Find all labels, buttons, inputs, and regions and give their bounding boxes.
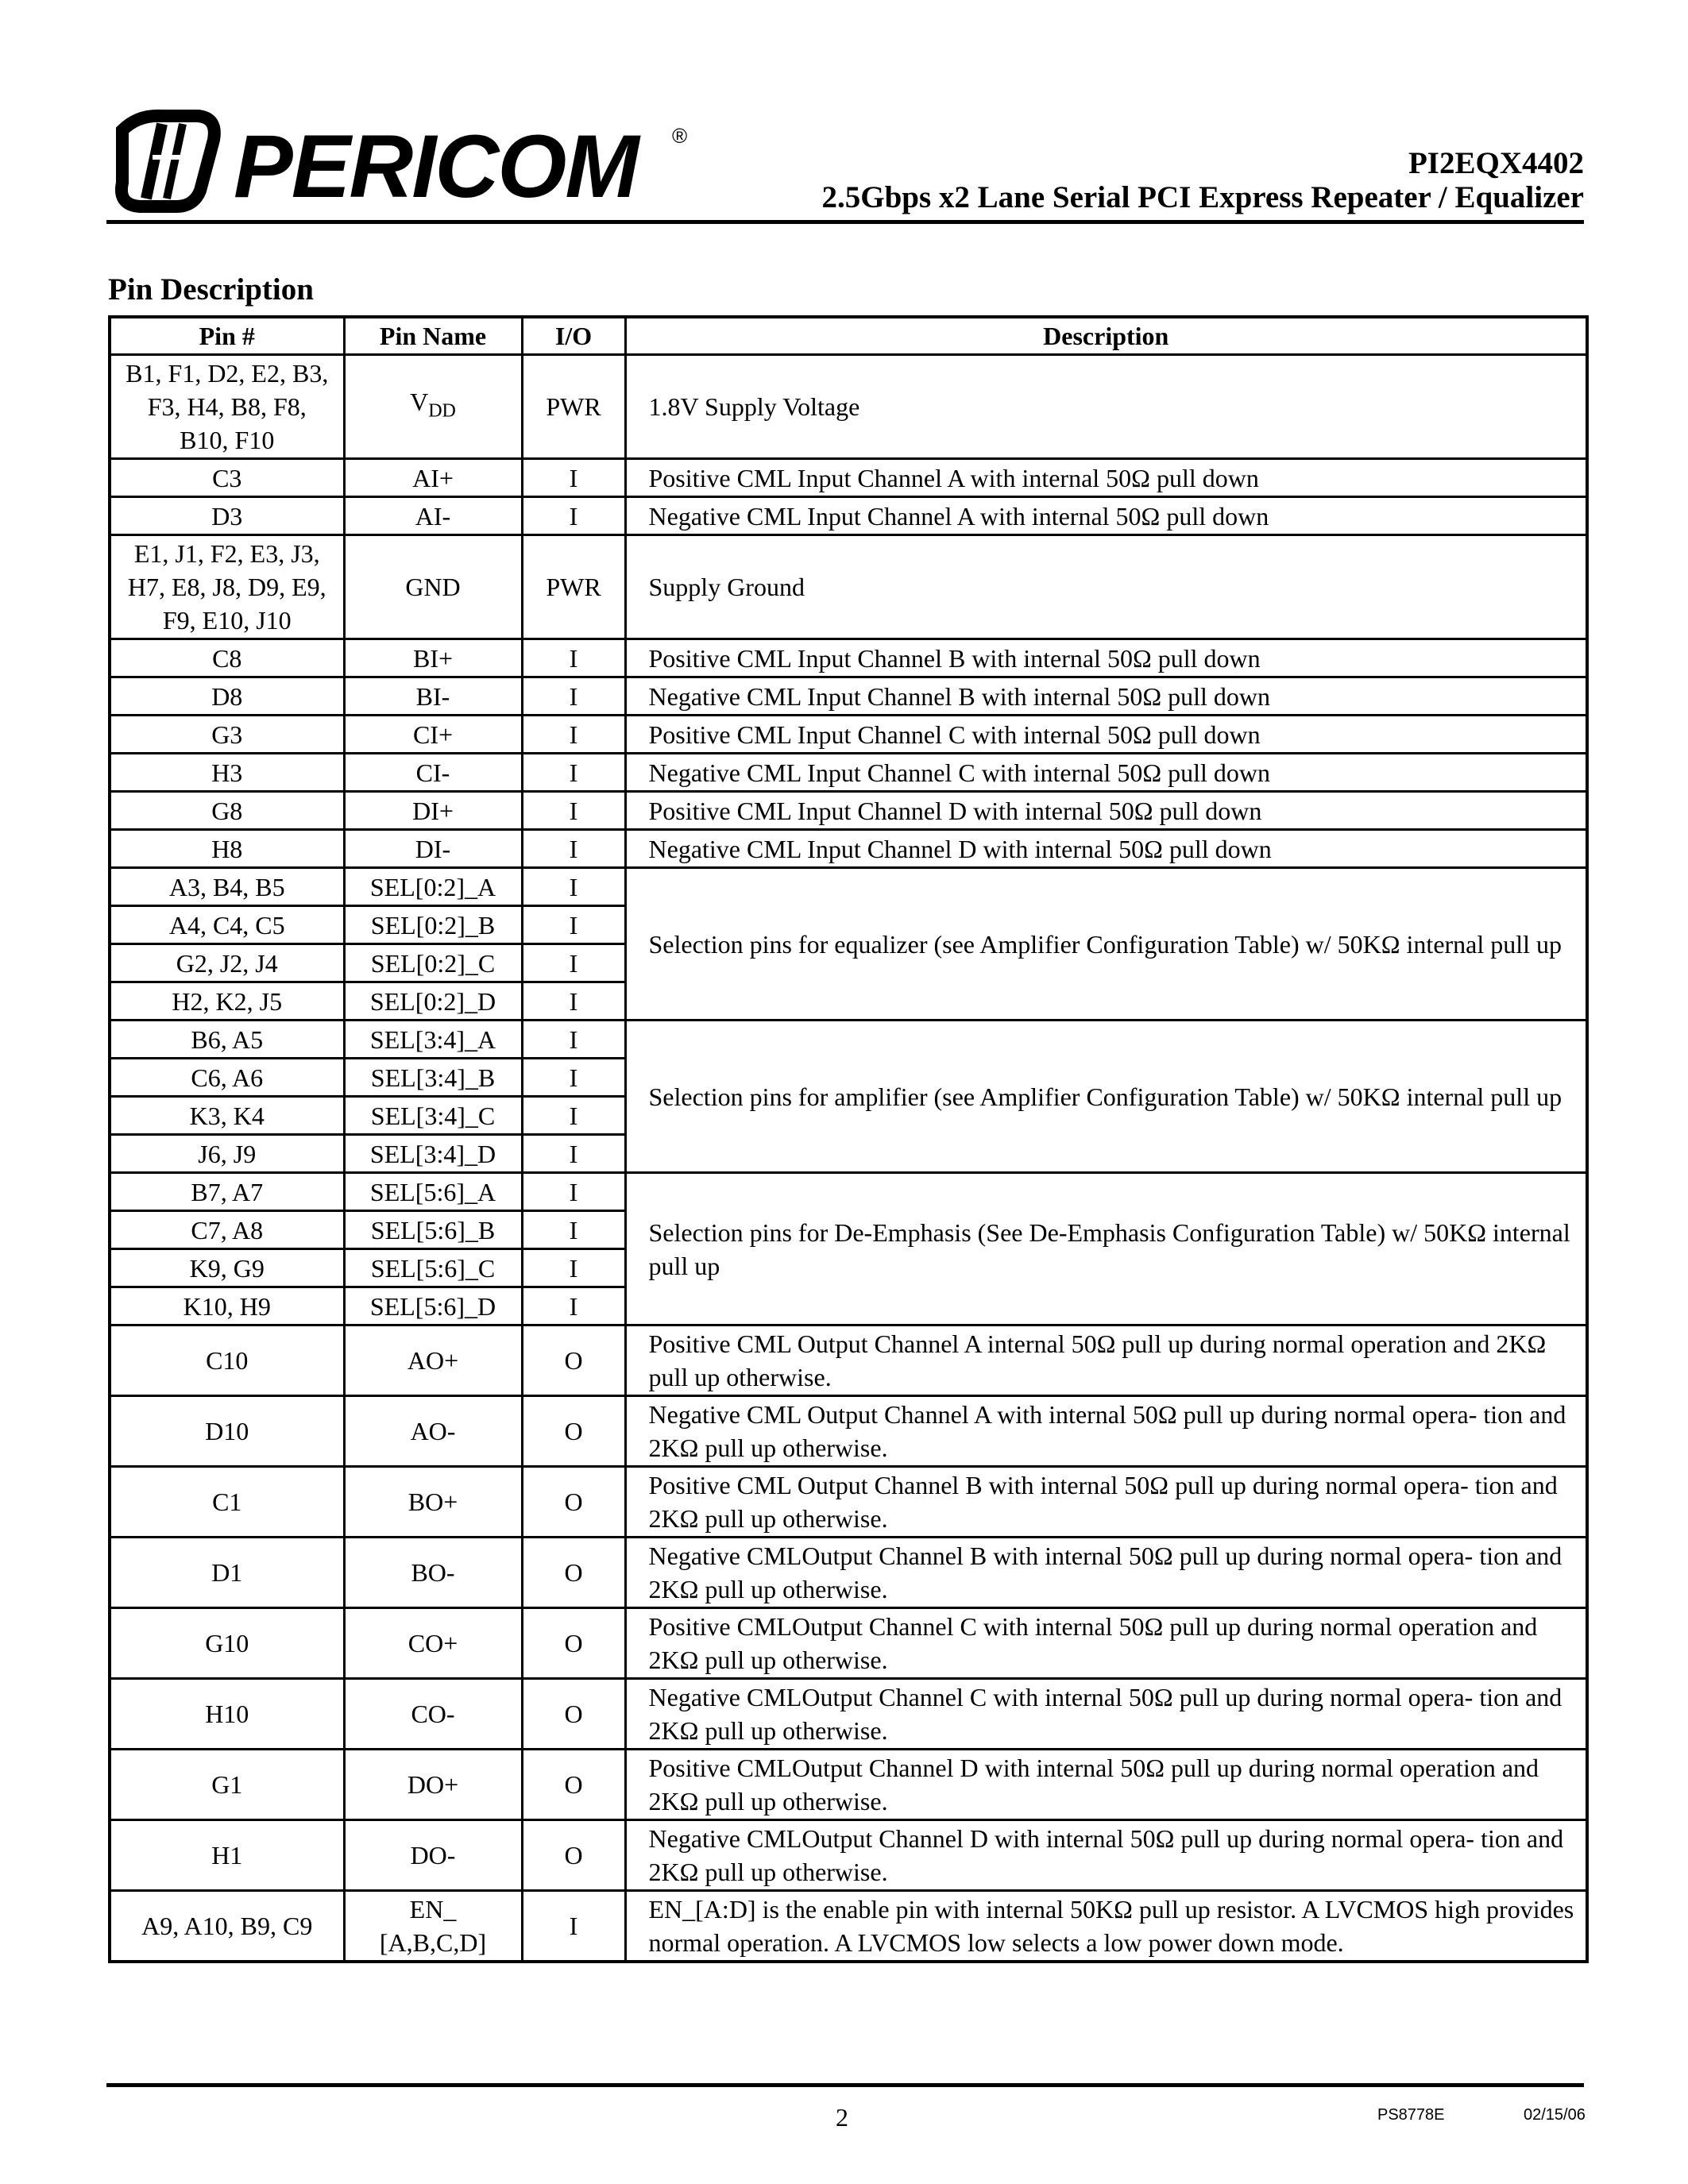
- description-cell: Positive CML Input Channel D with internal 50Ω pull down: [625, 792, 1587, 830]
- pin-name-cell: AI+: [344, 459, 522, 497]
- pin-cell: E1, J1, F2, E3, J3, H7, E8, J8, D9, E9, F9, E10, J10: [110, 535, 344, 639]
- pin-name-cell: SEL[5:6]_A: [344, 1173, 522, 1211]
- table-row: [110, 1467, 1587, 1538]
- pin-cell: C6, A6: [110, 1059, 344, 1097]
- pin-name-cell: CI+: [344, 716, 522, 754]
- description-cell: Negative CMLOutput Channel B with internal 50Ω pull up during normal opera- tion and 2KΩ pull up otherwise.: [625, 1538, 1587, 1608]
- io-cell: I: [522, 716, 625, 754]
- pin-name-cell: DI+: [344, 792, 522, 830]
- pin-name-cell: DO-: [344, 1820, 522, 1891]
- io-cell: I: [522, 497, 625, 535]
- pin-cell: H10: [110, 1679, 344, 1750]
- pin-name-base: V: [410, 388, 429, 417]
- pin-cell: C8: [110, 639, 344, 677]
- description-cell: Positive CML Output Channel B with internal 50Ω pull up during normal opera- tion and 2KΩ pull up otherwise.: [625, 1467, 1587, 1538]
- pin-cell: D1: [110, 1538, 344, 1608]
- table-row: [110, 868, 1587, 906]
- io-cell: I: [522, 1287, 625, 1325]
- table-row: [110, 1325, 1587, 1396]
- description-cell: Positive CML Input Channel B with internal 50Ω pull down: [625, 639, 1587, 677]
- pin-name-cell: SEL[0:2]_D: [344, 982, 522, 1021]
- pin-cell: G10: [110, 1608, 344, 1679]
- description-cell: Negative CML Input Channel B with internal 50Ω pull down: [625, 677, 1587, 716]
- page-number: 2: [836, 2103, 848, 2132]
- description-cell: Positive CML Input Channel C with internal 50Ω pull down: [625, 716, 1587, 754]
- pin-cell: A9, A10, B9, C9: [110, 1891, 344, 1962]
- logo-wordmark: PERICOM: [234, 117, 638, 214]
- io-cell: O: [522, 1820, 625, 1891]
- io-cell: PWR: [522, 535, 625, 639]
- pin-name-cell: SEL[3:4]_A: [344, 1021, 522, 1059]
- io-cell: I: [522, 944, 625, 982]
- table-row: [110, 639, 1587, 677]
- pin-cell: H8: [110, 830, 344, 868]
- io-cell: O: [522, 1538, 625, 1608]
- footer-rule: [106, 2083, 1584, 2087]
- io-cell: I: [522, 754, 625, 792]
- pin-cell: D8: [110, 677, 344, 716]
- logo-emblem-icon: [122, 116, 214, 206]
- table-row: [110, 355, 1587, 459]
- pin-cell: K3, K4: [110, 1097, 344, 1135]
- pin-cell: J6, J9: [110, 1135, 344, 1173]
- pin-cell: C1: [110, 1467, 344, 1538]
- io-cell: O: [522, 1679, 625, 1750]
- table-header-row: [110, 317, 1587, 355]
- table-row: [110, 754, 1587, 792]
- io-cell: I: [522, 1059, 625, 1097]
- description-cell: Negative CML Output Channel A with internal 50Ω pull up during normal opera- tion and 2KΩ pull up otherwise.: [625, 1396, 1587, 1467]
- pin-name-cell: EN_ [A,B,C,D]: [344, 1891, 522, 1962]
- table-row: [110, 830, 1587, 868]
- io-cell: I: [522, 1249, 625, 1287]
- io-cell: I: [522, 1173, 625, 1211]
- pin-name-cell: BO+: [344, 1467, 522, 1538]
- table-row: [110, 677, 1587, 716]
- pin-name-cell: AI-: [344, 497, 522, 535]
- pin-cell: H1: [110, 1820, 344, 1891]
- table-row: [110, 1173, 1587, 1211]
- pin-cell: K10, H9: [110, 1287, 344, 1325]
- table-row: [110, 1679, 1587, 1750]
- io-cell: I: [522, 1891, 625, 1962]
- pin-cell: B7, A7: [110, 1173, 344, 1211]
- column-header-description: Description: [625, 317, 1587, 355]
- pin-name-cell: CO+: [344, 1608, 522, 1679]
- description-cell: Negative CMLOutput Channel D with internal 50Ω pull up during normal opera- tion and 2KΩ pull up otherwise.: [625, 1820, 1587, 1891]
- table-row: [110, 1396, 1587, 1467]
- description-cell: Negative CML Input Channel C with internal 50Ω pull down: [625, 754, 1587, 792]
- pin-cell: H2, K2, J5: [110, 982, 344, 1021]
- pin-cell: C10: [110, 1325, 344, 1396]
- io-cell: I: [522, 868, 625, 906]
- pin-name-cell: [344, 355, 522, 459]
- pin-name-cell: AO-: [344, 1396, 522, 1467]
- io-cell: I: [522, 1097, 625, 1135]
- pin-name-cell: SEL[0:2]_B: [344, 906, 522, 944]
- pin-cell: B1, F1, D2, E2, B3, F3, H4, B8, F8, B10, F10: [110, 355, 344, 459]
- description-cell: Supply Ground: [625, 535, 1587, 639]
- pin-name-cell: SEL[0:2]_C: [344, 944, 522, 982]
- pin-name-cell: AO+: [344, 1325, 522, 1396]
- io-cell: I: [522, 1135, 625, 1173]
- pin-cell: H3: [110, 754, 344, 792]
- pin-name-cell: DI-: [344, 830, 522, 868]
- io-cell: O: [522, 1608, 625, 1679]
- column-header-io: I/O: [522, 317, 625, 355]
- io-cell: I: [522, 459, 625, 497]
- group-description-cell: Selection pins for equalizer (see Amplifier Configuration Table) w/ 50KΩ internal pull up: [625, 868, 1587, 1021]
- pin-cell: G1: [110, 1750, 344, 1820]
- document-header: [822, 146, 1584, 214]
- pin-name-cell: SEL[3:4]_D: [344, 1135, 522, 1173]
- pin-cell: C7, A8: [110, 1211, 344, 1249]
- pin-cell: G2, J2, J4: [110, 944, 344, 982]
- description-cell: Negative CMLOutput Channel C with internal 50Ω pull up during normal opera- tion and 2KΩ pull up otherwise.: [625, 1679, 1587, 1750]
- pin-name-cell: CI-: [344, 754, 522, 792]
- table-row: [110, 792, 1587, 830]
- description-cell: Positive CMLOutput Channel C with internal 50Ω pull up during normal operation and 2KΩ pull up otherwise.: [625, 1608, 1587, 1679]
- io-cell: PWR: [522, 355, 625, 459]
- description-cell: Positive CML Output Channel A internal 50Ω pull up during normal operation and 2KΩ pull up otherwise.: [625, 1325, 1587, 1396]
- pin-name-subscript: DD: [428, 400, 456, 422]
- pin-name-cell: BI+: [344, 639, 522, 677]
- io-cell: I: [522, 1211, 625, 1249]
- table-row: [110, 1021, 1587, 1059]
- pin-name-cell: SEL[5:6]_D: [344, 1287, 522, 1325]
- io-cell: O: [522, 1396, 625, 1467]
- svg-text:®: ®: [672, 124, 688, 148]
- column-header-pin: Pin #: [110, 317, 344, 355]
- table-row: [110, 1891, 1587, 1962]
- io-cell: I: [522, 982, 625, 1021]
- table-row: [110, 1750, 1587, 1820]
- description-cell: EN_[A:D] is the enable pin with internal 50KΩ pull up resistor. A LVCMOS high provides normal operation. A LVCMOS low selects a low power down mode.: [625, 1891, 1587, 1962]
- pin-name-cell: BI-: [344, 677, 522, 716]
- table-row: [110, 1608, 1587, 1679]
- pin-cell: C3: [110, 459, 344, 497]
- description-cell: Negative CML Input Channel A with internal 50Ω pull down: [625, 497, 1587, 535]
- io-cell: I: [522, 830, 625, 868]
- pin-cell: D10: [110, 1396, 344, 1467]
- io-cell: I: [522, 792, 625, 830]
- section-title: Pin Description: [108, 272, 314, 307]
- part-number: PI2EQX4402: [1408, 146, 1584, 180]
- pin-cell: D3: [110, 497, 344, 535]
- pericom-logo: [106, 108, 694, 214]
- pin-name-cell: SEL[5:6]_C: [344, 1249, 522, 1287]
- group-description-cell: Selection pins for amplifier (see Amplifier Configuration Table) w/ 50KΩ internal pull up: [625, 1021, 1587, 1173]
- pin-name-cell: CO-: [344, 1679, 522, 1750]
- table-row: [110, 1538, 1587, 1608]
- pin-cell: K9, G9: [110, 1249, 344, 1287]
- pin-cell: B6, A5: [110, 1021, 344, 1059]
- description-cell: Negative CML Input Channel D with internal 50Ω pull down: [625, 830, 1587, 868]
- table-row: [110, 535, 1587, 639]
- io-cell: I: [522, 906, 625, 944]
- pin-name-cell: SEL[5:6]_B: [344, 1211, 522, 1249]
- io-cell: I: [522, 1021, 625, 1059]
- document-date: 02/15/06: [1524, 2106, 1586, 2124]
- pin-name-cell: BO-: [344, 1538, 522, 1608]
- description-cell: 1.8V Supply Voltage: [625, 355, 1587, 459]
- io-cell: I: [522, 677, 625, 716]
- document-subtitle: 2.5Gbps x2 Lane Serial PCI Express Repeater / Equalizer: [821, 180, 1584, 214]
- group-description-cell: Selection pins for De-Emphasis (See De-Emphasis Configuration Table) w/ 50KΩ internal pull up: [625, 1173, 1587, 1325]
- pin-description-table: [108, 315, 1589, 1963]
- pin-cell: G3: [110, 716, 344, 754]
- pin-name-cell: SEL[3:4]_C: [344, 1097, 522, 1135]
- description-cell: Positive CMLOutput Channel D with internal 50Ω pull up during normal operation and 2KΩ pull up otherwise.: [625, 1750, 1587, 1820]
- description-cell: Positive CML Input Channel A with internal 50Ω pull down: [625, 459, 1587, 497]
- io-cell: I: [522, 639, 625, 677]
- pin-cell: A4, C4, C5: [110, 906, 344, 944]
- io-cell: O: [522, 1467, 625, 1538]
- pin-name-cell: DO+: [344, 1750, 522, 1820]
- pin-cell: A3, B4, B5: [110, 868, 344, 906]
- table-row: [110, 1820, 1587, 1891]
- io-cell: O: [522, 1750, 625, 1820]
- io-cell: O: [522, 1325, 625, 1396]
- pin-name-cell: SEL[0:2]_A: [344, 868, 522, 906]
- pin-cell: G8: [110, 792, 344, 830]
- pin-name-cell: GND: [344, 535, 522, 639]
- document-id: PS8778E: [1377, 2106, 1445, 2124]
- table-row: [110, 716, 1587, 754]
- column-header-pin-name: Pin Name: [344, 317, 522, 355]
- pin-name-cell: SEL[3:4]_B: [344, 1059, 522, 1097]
- table-row: [110, 497, 1587, 535]
- header-rule: [106, 220, 1584, 224]
- table-row: [110, 459, 1587, 497]
